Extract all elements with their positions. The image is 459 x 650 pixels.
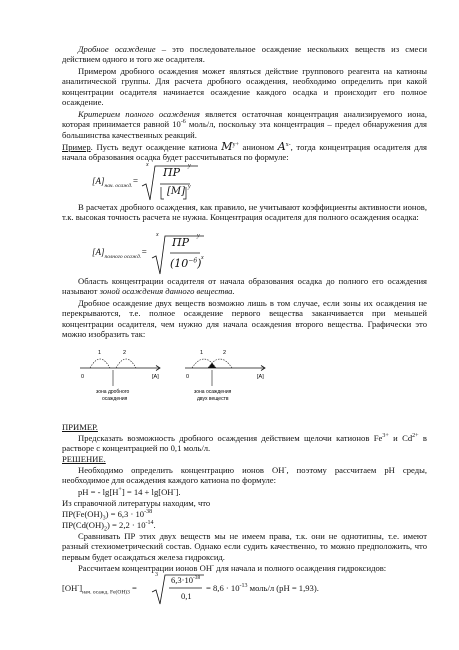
right-caption-line2: двух веществ xyxy=(197,396,229,402)
solution-title: РЕШЕНИЕ. xyxy=(62,454,106,464)
document-page: Дробное осаждение – это последовательное осаждение нескольких веществ из смеси действием одного и того же осадителя. Примером дробного осаждения может являться действие группового реагента на катионы аналитической группы. Для расчета дробного осаждения, необходимо определить при какой концентрации осадителя начинается осаждение каждого осадка и происходит его полное осаждение. Критерием полного осаждения является остаточная концентрация анализируемого иона, которая принимается равной $10^{-6}$ моль/л, поскольку эта концентрация – предел обнаружения для большинства качественных реакций. Пример. Пусть ведут осаждение катиона $M^{y+}$ анионом $A^{x-}$, тогда концентрация осадителя для начала образования осадка будет рассчитываться по формуле: $[A]_{нач. осажд.}=$ x ПР y [M] y В расчетах дробного осаждения, как правило, не учитывают коэффициенты активности ионов, т.к. высокая точность расчета не нужна. Концентрация осадителя для полного осаждения осадка: $[A]_{полного осажд.}=$ x ПР y $(10^{-6})$ x Область концентрации осадителя от начала образования осадка до полного его осаждения называют зоной осаждения данного вещества. Дробное осаждение двух веществ возможно лишь в том случае, если зоны их осаждения не перекрываются, т.е. полное осаждение первого вещества заканчивается при меньшей концентрации осадителя, чем нужно для начала осаждения второго вещества. Графически это можно изобразить так: 1 2 0 [A] зона дробного осаждения 1 2 0 [A] зона осаждения двух веществ ПРИМЕР. Предсказать возможность дробного осаждения действием щелочи катионов $Fe^{3+}$ и $Cd^{2+}$ в растворе с концентрацией по 0,1 моль/л. РЕШЕНИЕ. Необходимо определить концентрацию ионов OH-, поэтому рассчитаем pH среды, необходимое для осаждения каждого катиона по формуле: pH = - lg[H+] = 14 + lg[OH-]. Из справочной литературы находим, что $ПР(Fe(OH)_3) = 6,3 \cdot 10^{-38}$ $ПР(Cd(OH)_2) = 2,2 \cdot 10^{-14}$. Сравнивать ПР этих двух веществ мы не имеем права, т.к. они не однотипны, т.е. имеют разный стехиометрический состав. Однако если судить качественно, то можно предположить, что первым будет осаждаться железа гидроксид. Рассчитаем концентрации ионов OH- для начала и полного осаждения гидроксидов: $[OH^-]_{нач. осажд. Fe(OH)3}$ = 3 $6,3\cdot 10^{-38}$ 0,1 = $8,6 \cdot 10^{-13}$ моль/л (pH = 1,93). xyxy=(0,0,459,650)
right-caption-line1: зона осаждения xyxy=(194,389,232,395)
left-caption-line1: зона дробного xyxy=(96,389,130,395)
para-calc-oh: Рассчитаем концентрации ионов OH- для начала и полного осаждения гидроксидов: xyxy=(78,563,387,573)
right-label-2: 2 xyxy=(223,350,227,356)
reference-line: Из справочной литературы находим, что xyxy=(62,498,211,508)
left-axis-label: [A] xyxy=(152,374,159,380)
pr-fe-value: $ПР(Fe(OH)_3) = 6,3 \cdot 10^{-38}$ xyxy=(62,509,153,522)
term-complete-precipitation: Критерием полного осаждения xyxy=(78,109,200,119)
para-example-group-reagent: Примером дробного осаждения может являться действие группового реагента на катионы аналитической группы. Для расчета дробного осаждения, необходимо определить при какой концентрации осадителя начинается осаждение каждого осадка и происходит его полное осаждение. xyxy=(62,66,427,107)
left-caption-line2: осаждения xyxy=(102,396,128,402)
task-text: Предсказать возможность дробного осаждения действием щелочи катионов $Fe^{3+}$ и $Cd^{2+}$ в растворе с концентрацией по 0,1 моль/л. xyxy=(62,433,427,454)
ph-formula: pH = - lg[H+] = 14 + lg[OH-]. xyxy=(78,487,181,497)
example-label: Пример xyxy=(62,142,91,152)
para-activity-coefficients: В расчетах дробного осаждения, как правило, не учитывают коэффициенты активности ионов, т.к. высокая точность расчета не нужна. Концентрация осадителя для полного осаждения осадка: xyxy=(62,202,427,223)
left-label-2: 2 xyxy=(123,350,127,356)
right-label-1: 1 xyxy=(200,350,204,356)
para-two-substances: Дробное осаждение двух веществ возможно лишь в том случае, если зоны их осаждения не перекрываются, т.е. полное осаждение первого вещества заканчивается при меньшей концентрации осадителя, чем нужно для начала осаждения второго вещества. Графически это можно изобразить так: xyxy=(62,298,427,339)
precipitation-zones-diagram xyxy=(60,340,300,418)
pr-cd-value: $ПР(Cd(OH)_2) = 2,2 \cdot 10^{-14}$. xyxy=(62,520,156,533)
left-zero: 0 xyxy=(81,374,85,380)
para-example: Пример. Пусть ведут осаждение катиона $M^{y+}$ анионом $A^{x-}$, тогда концентрация осадителя для начала образования осадка будет рассчитываться по формуле: xyxy=(62,140,428,163)
para-complete-precipitation: Критерием полного осаждения является остаточная концентрация анализируемого иона, которая принимается равной $10^{-6}$ моль/л, поскольку эта концентрация – предел обнаружения для большинства качественных реакций. xyxy=(62,109,427,140)
para-definition: Дробное осаждение – это последовательное осаждение нескольких веществ из смеси действием одного и того же осадителя. xyxy=(62,44,427,65)
solution-para: Необходимо определить концентрацию ионов OH-, поэтому рассчитаем pH среды, необходимое для осаждения каждого катиона по формуле: xyxy=(62,465,428,486)
para-precipitation-zone: Область концентрации осадителя от начала образования осадка до полного его осаждения называют зоной осаждения данного вещества. xyxy=(62,276,427,297)
right-zero: 0 xyxy=(186,374,190,380)
term-precipitation-zone: зоной осаждения данного вещества. xyxy=(99,286,235,297)
right-axis-label: [A] xyxy=(257,374,264,380)
para-comparison: Сравнивать ПР этих двух веществ мы не имеем права, т.к. они не однотипны, т.е. имеют разный стехиометрический состав. Однако если судить качественно, то можно предположить, что первым будет осаждаться железа гидроксид. xyxy=(62,531,427,562)
diagram-left xyxy=(80,350,160,402)
left-label-1: 1 xyxy=(98,350,102,356)
primer-title: ПРИМЕР. xyxy=(62,422,98,432)
diagram-right xyxy=(185,350,265,402)
term-fractional-precipitation: Дробное осаждение xyxy=(78,44,156,54)
